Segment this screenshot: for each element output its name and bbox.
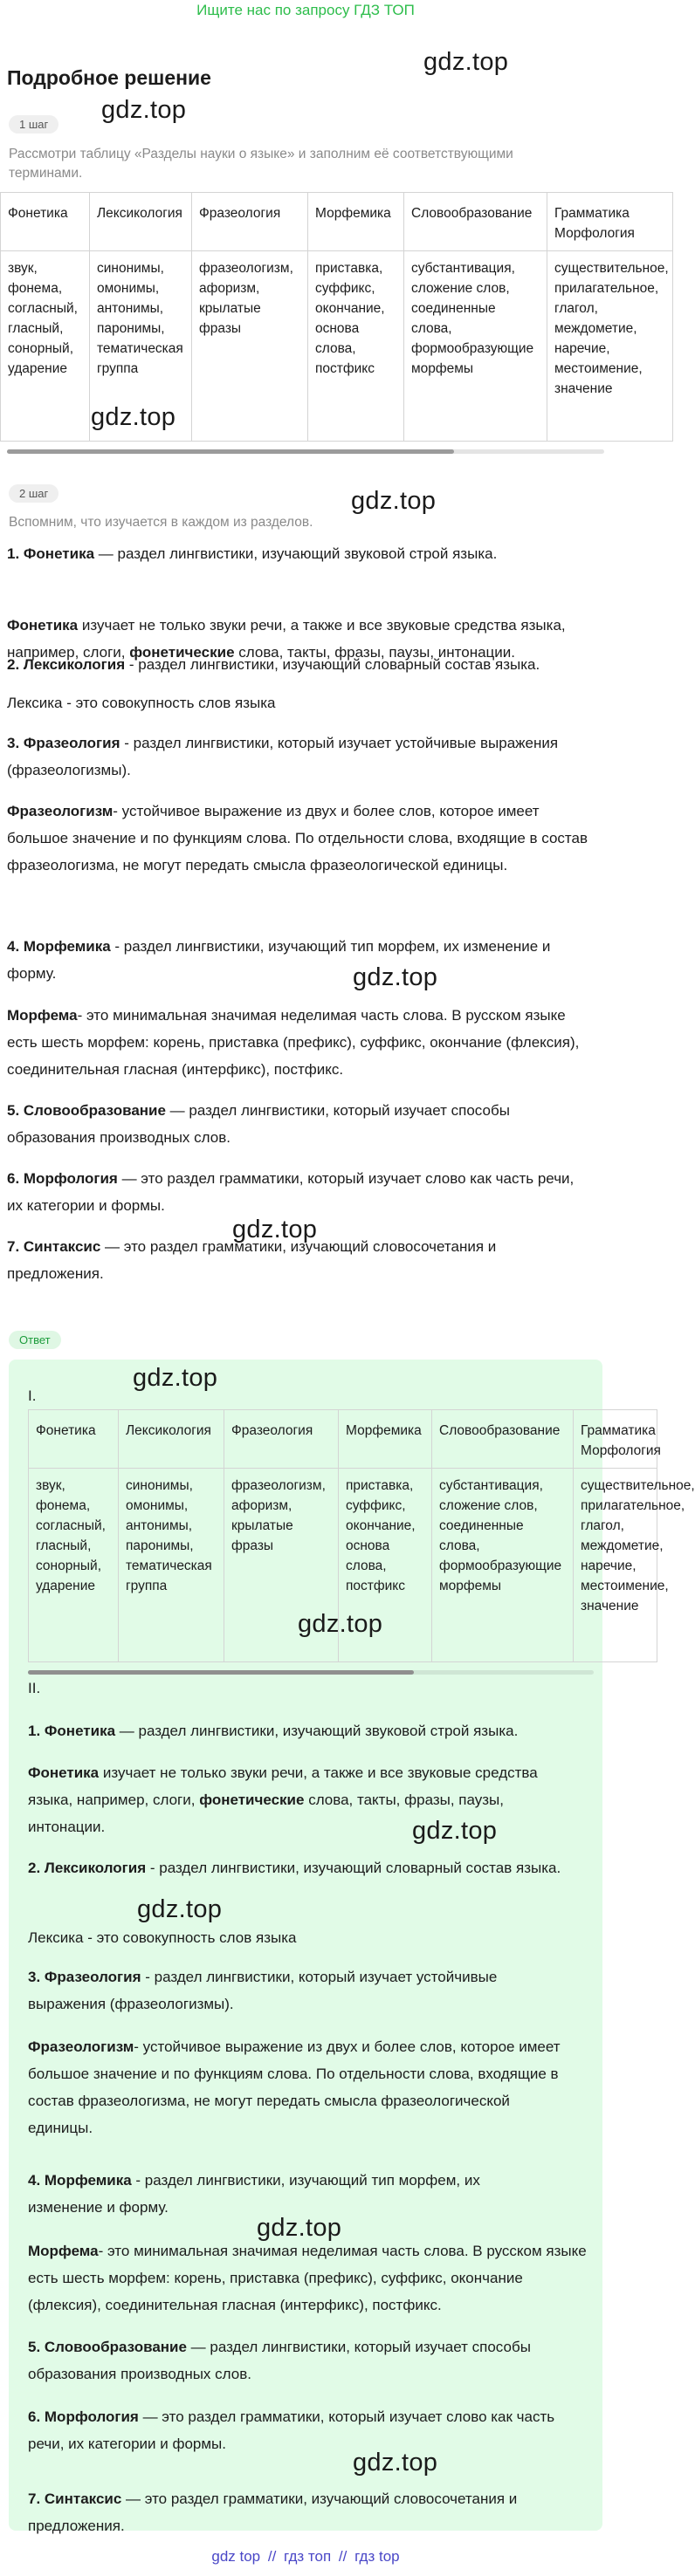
answer-paragraph: [28, 2333, 587, 2388]
answer-paragraph: [28, 2237, 595, 2319]
paragraph: [7, 540, 601, 567]
paragraph-term: 3. Фразеология: [7, 735, 120, 751]
paragraph: [7, 933, 601, 987]
paragraph-text: — это раздел грамматики, который изучает слово как часть речи, их категории и формы.: [28, 2408, 555, 2452]
paragraph-text: - раздел лингвистики, изучающий тип морфем, их изменение и форму.: [28, 2172, 480, 2216]
paragraph-text: — раздел лингвистики, который изучает способы образования производных слов.: [28, 2339, 531, 2382]
watermark: gdz.top: [133, 1364, 218, 1392]
scrollbar-thumb[interactable]: [7, 449, 454, 454]
answer-table-scrollbar[interactable]: [28, 1670, 594, 1675]
paragraph-term: Морфема: [28, 2243, 99, 2259]
paragraph-term: 7. Синтаксис: [7, 1238, 101, 1255]
paragraph-text: — раздел лингвистики, изучающий звуковой строй языка.: [115, 1723, 519, 1739]
answer-label: Ответ: [9, 1331, 61, 1349]
step-1-description: Рассмотри таблицу «Разделы науки о языке» и заполним её соответствующими терминами.: [9, 147, 513, 181]
paragraph-text: Лексика - это совокупность слов языка: [7, 695, 276, 711]
answer-paragraph: [28, 2403, 569, 2457]
answer-paragraph: [28, 1717, 595, 1744]
footer-links: [0, 2548, 611, 2566]
step-2-intro: Вспомним, что изучается в каждом из разделов.: [9, 515, 313, 530]
answer-paragraph: [28, 1924, 587, 1951]
paragraph-text: Лексика - это совокупность слов языка: [28, 1929, 297, 1946]
table-header-cell: Словообразование: [432, 1410, 574, 1469]
table-cell: существительное, прилагательное, глагол, междометие, наречие, местоимение, значение: [547, 251, 673, 442]
paragraph-term: Фонетика: [28, 1764, 100, 1781]
paragraph-text: изучает не только звуки речи, а также и все звуковые средства языка, например, слоги,: [28, 1764, 538, 1808]
step-2-label: 2 шаг: [9, 484, 58, 503]
table-cell: субстантивация, сложение слов, соединенные слова, формообразующие морфемы: [404, 251, 547, 442]
paragraph-term: 5. Словообразование: [28, 2339, 187, 2355]
footer-separator: //: [267, 2548, 277, 2565]
paragraph: [7, 689, 601, 716]
answer-part-1-label: I.: [28, 1387, 37, 1404]
scrollbar-thumb[interactable]: [28, 1670, 414, 1675]
footer-link[interactable]: гдз топ: [284, 2548, 332, 2565]
paragraph-text: - раздел лингвистики, который изучает устойчивые выражения (фразеологизмы).: [7, 735, 559, 778]
watermark: gdz.top: [351, 487, 437, 515]
table-cell: звук, фонема, согласный, гласный, сонорный, ударение: [1, 251, 90, 442]
table-header-cell: Морфемика: [308, 193, 404, 251]
answer-paragraph: [28, 2033, 562, 2141]
table-row: [1, 251, 673, 442]
watermark: gdz.top: [101, 96, 187, 124]
table-cell: фразеологизм, афоризм, крылатые фразы: [224, 1469, 339, 1662]
paragraph-term: фонетические: [129, 644, 235, 661]
paragraph-term: 6. Морфология: [7, 1170, 118, 1187]
paragraph-text: - устойчивое выражение из двух и более слов, которое имеет большое значение и по функциям слова. По отдельности слова, входящие в состав фразеологизма, не могут передать смысла фразеологической единицы.: [7, 803, 588, 874]
top-search-banner[interactable]: Ищите нас по запросу ГДЗ ТОП: [196, 2, 415, 18]
paragraph-text: - раздел лингвистики, изучающий словарный состав языка.: [125, 656, 540, 673]
table-scrollbar[interactable]: [7, 449, 604, 454]
footer-link[interactable]: гдз top: [354, 2548, 400, 2565]
table-header-row: [1, 193, 673, 251]
paragraph-text: — это раздел грамматики, изучающий словосочетания и предложения.: [7, 1238, 497, 1282]
paragraph-text: — раздел лингвистики, изучающий звуковой строй языка.: [94, 545, 498, 562]
watermark: gdz.top: [137, 1895, 223, 1923]
table-cell: фразеологизм, афоризм, крылатые фразы: [192, 251, 308, 442]
paragraph-text: - это минимальная значимая неделимая часть слова. В русском языке есть шесть морфем: корень, приставка (префикс), суффикс, окончание (флексия), соединительная гласная (интерфикс), постфикс.: [7, 1007, 580, 1078]
table-cell: приставка, суффикс, окончание, основа слова, постфикс: [339, 1469, 432, 1662]
table-header-cell: Фразеология: [192, 193, 308, 251]
paragraph-term: 1. Фонетика: [7, 545, 95, 562]
paragraph: [7, 1233, 566, 1287]
paragraph: [7, 730, 596, 784]
watermark: gdz.top: [91, 403, 176, 431]
paragraph: [7, 1165, 583, 1219]
table-header-cell: Фонетика: [1, 193, 90, 251]
sections-table-grid: [0, 192, 673, 442]
paragraph-text: - раздел лингвистики, который изучает устойчивые выражения (фразеологизмы).: [28, 1969, 498, 2012]
paragraph-term: Фонетика: [7, 617, 79, 634]
paragraph-term: 1. Фонетика: [28, 1723, 116, 1739]
table-header-cell: Лексикология: [119, 1410, 224, 1469]
table-cell: приставка, суффикс, окончание, основа слова, постфикс: [308, 251, 404, 442]
watermark: gdz.top: [298, 1610, 383, 1638]
paragraph: [7, 1002, 592, 1083]
paragraph: [7, 798, 599, 879]
paragraph-text: — это раздел грамматики, изучающий словосочетания и предложения.: [28, 2490, 518, 2534]
paragraph: [7, 651, 601, 678]
watermark: gdz.top: [232, 1216, 318, 1243]
watermark: gdz.top: [412, 1817, 498, 1845]
watermark: gdz.top: [423, 48, 509, 76]
table-cell: существительное, прилагательное, глагол, междометие, наречие, местоимение, значение: [574, 1469, 657, 1662]
paragraph-text: слова, такты, фразы, паузы, интонации.: [28, 1792, 504, 1835]
paragraph-term: 4. Морфемика: [7, 938, 111, 955]
table-cell: звук, фонема, согласный, гласный, сонорный, ударение: [29, 1469, 119, 1662]
paragraph-text: — раздел лингвистики, который изучает способы образования производных слов.: [7, 1102, 510, 1146]
paragraph-term: 7. Синтаксис: [28, 2490, 122, 2507]
answer-paragraph: [28, 2167, 552, 2221]
paragraph-term: 5. Словообразование: [7, 1102, 166, 1119]
paragraph-term: Фразеологизм: [7, 803, 114, 819]
table-cell: синонимы, омонимы, антонимы, паронимы, тематическая группа: [90, 251, 192, 442]
paragraph-term: фонетические: [199, 1792, 305, 1808]
paragraph-text: — это раздел грамматики, который изучает слово как часть речи, их категории и формы.: [7, 1170, 575, 1214]
table-header-cell: Морфемика: [339, 1410, 432, 1469]
paragraph-text: - устойчивое выражение из двух и более слов, которое имеет большое значение и по функциям слова. По отдельности слова, входящие в состав фразеологизма, не могут передать смысла фразеологической единицы.: [28, 2038, 561, 2136]
watermark: gdz.top: [353, 963, 438, 991]
table-header-row: [29, 1410, 657, 1469]
footer-link[interactable]: gdz top: [211, 2548, 261, 2565]
paragraph-term: 2. Лексикология: [28, 1860, 147, 1876]
table-header-cell: Словообразование: [404, 193, 547, 251]
paragraph-text: - это минимальная значимая неделимая часть слова. В русском языке есть шесть морфем: корень, приставка (префикс), суффикс, окончание (флексия), соединительная гласная (интерфикс), постфикс.: [28, 2243, 587, 2313]
paragraph-term: 4. Морфемика: [28, 2172, 132, 2189]
table-header-cell: Грамматика Морфология: [574, 1410, 657, 1469]
watermark: gdz.top: [257, 2214, 342, 2242]
table-cell: синонимы, омонимы, антонимы, паронимы, тематическая группа: [119, 1469, 224, 1662]
table-cell: субстантивация, сложение слов, соединенные слова, формообразующие морфемы: [432, 1469, 574, 1662]
table-header-cell: Фразеология: [224, 1410, 339, 1469]
paragraph-text: изучает не только звуки речи, а также и все звуковые средства языка, например, слоги,: [7, 617, 566, 661]
paragraph-text: - раздел лингвистики, изучающий словарный состав языка.: [146, 1860, 561, 1876]
paragraph-term: Фразеологизм: [28, 2038, 134, 2055]
page-title: Подробное решение: [7, 66, 211, 89]
paragraph-text: - раздел лингвистики, изучающий тип морфем, их изменение и форму.: [7, 938, 551, 982]
paragraph-term: 3. Фразеология: [28, 1969, 141, 1985]
paragraph: [7, 1097, 566, 1151]
table-header-cell: Грамматика Морфология: [547, 193, 673, 251]
answer-paragraph: [28, 1963, 562, 2018]
step-1-label: 1 шаг: [9, 115, 58, 134]
table-header-cell: Лексикология: [90, 193, 192, 251]
table-header-cell: Фонетика: [29, 1410, 119, 1469]
paragraph-term: Морфема: [7, 1007, 78, 1024]
sections-table[interactable]: [0, 192, 669, 445]
answer-paragraph: [28, 1854, 562, 1881]
paragraph-text: слова, такты, фразы, паузы, интонации.: [234, 644, 516, 661]
paragraph-term: 6. Морфология: [28, 2408, 139, 2425]
paragraph-term: 2. Лексикология: [7, 656, 126, 673]
answer-paragraph: [28, 2485, 569, 2539]
footer-separator: //: [338, 2548, 348, 2565]
answer-part-2-label: II.: [28, 1680, 41, 1696]
watermark: gdz.top: [353, 2449, 438, 2477]
